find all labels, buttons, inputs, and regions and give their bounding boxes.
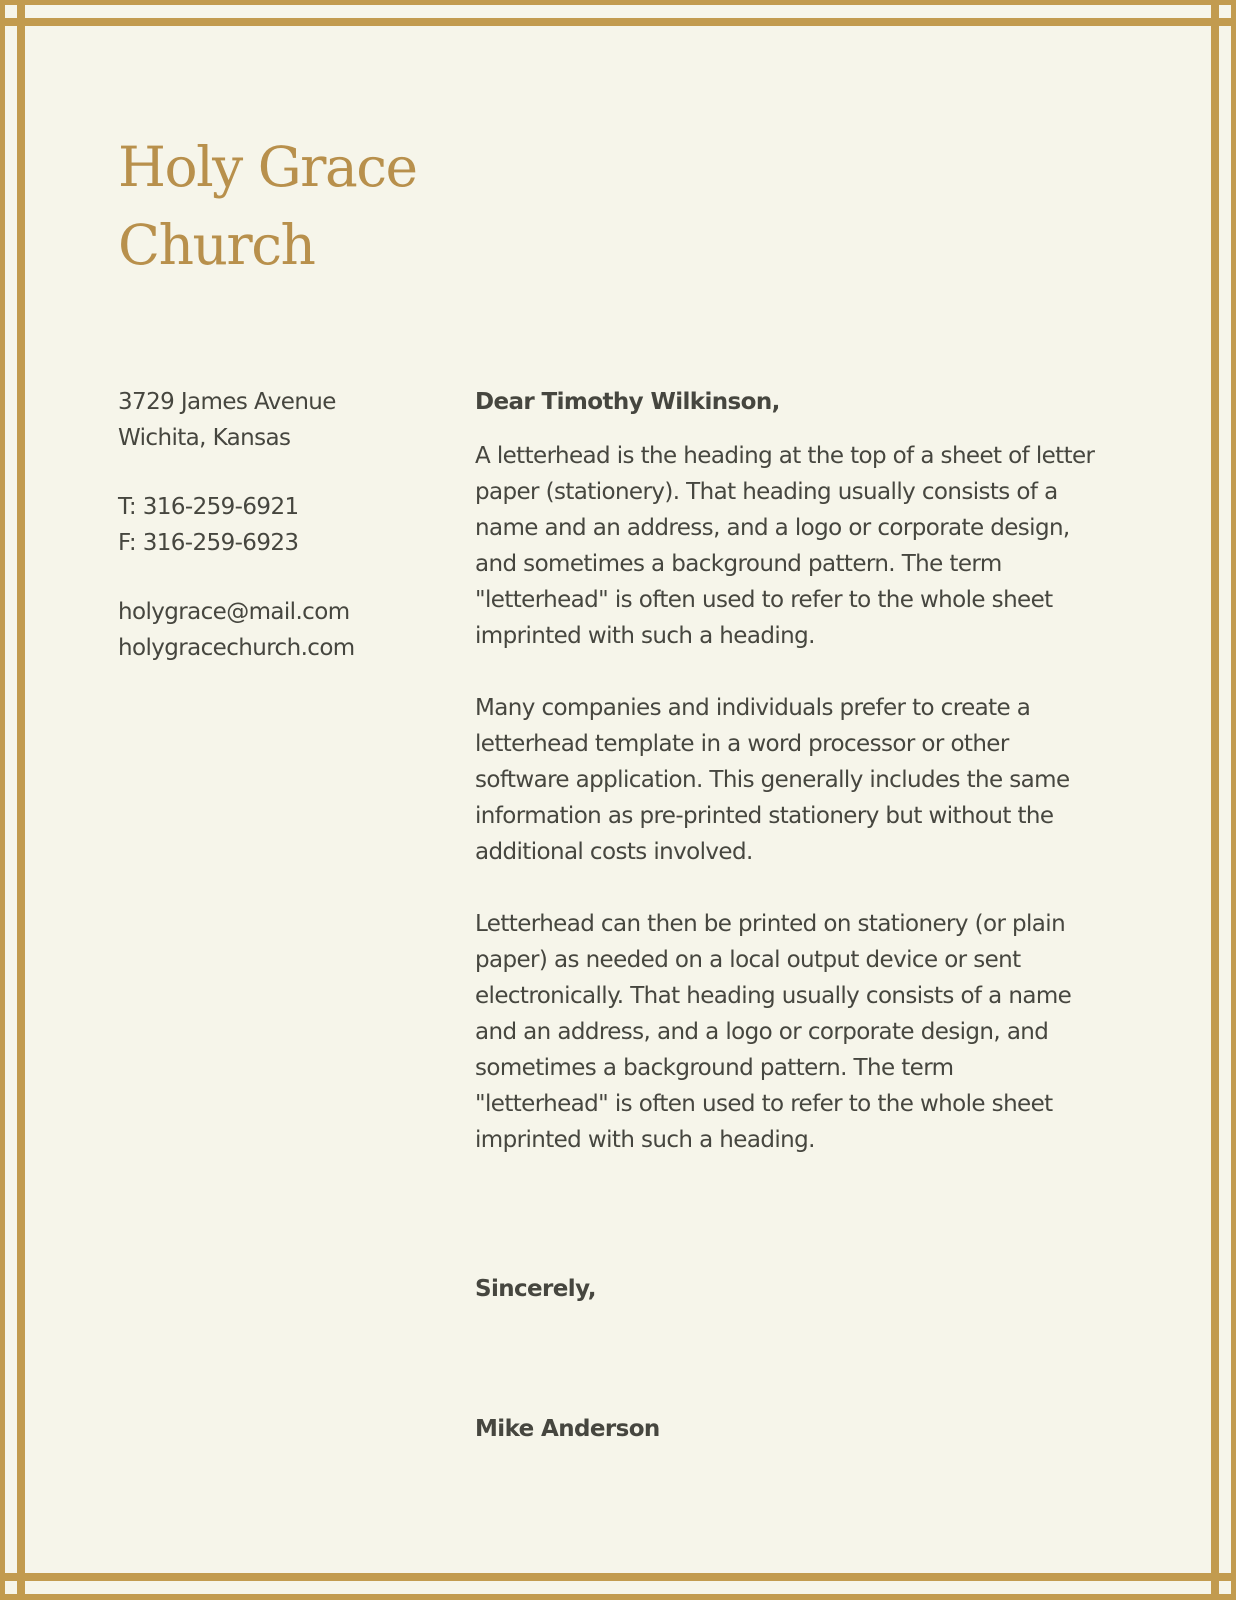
paragraph-line: "letterhead" is often used to refer to the whole sheet [475, 587, 1053, 613]
paragraph-line: letterhead template in a word processor or other [475, 731, 1009, 757]
closing: Sincerely, [475, 1276, 596, 1302]
paragraph-2 [475, 690, 1145, 870]
signature-name: Mike Anderson [475, 1416, 660, 1442]
paragraph-line: electronically. That heading usually consists of a name [475, 983, 1072, 1009]
paragraph-line: paper) as needed on a local output device or sent [475, 947, 1021, 973]
paragraph-line: imprinted with such a heading. [475, 623, 815, 649]
border-bottom-outer [0, 1594, 1236, 1600]
paragraph-line: paper (stationery). That heading usually consists of a [475, 479, 1058, 505]
fax-number: F: 316-259-6923 [118, 530, 299, 556]
border-top-inner [0, 18, 1236, 26]
paragraph-line: Letterhead can then be printed on stationery (or plain [475, 911, 1066, 937]
paragraph-line: imprinted with such a heading. [475, 1127, 815, 1153]
phone-group [118, 489, 438, 561]
border-top-outer [0, 0, 1236, 5]
paragraph-line: and sometimes a background pattern. The term [475, 551, 1002, 577]
paragraph-line: software application. This generally includes the same [475, 767, 1070, 793]
title-line-1: Holy Grace [118, 135, 417, 199]
border-bottom-inner [0, 1573, 1236, 1581]
border-right-inner [1211, 0, 1219, 1600]
phone-number: T: 316-259-6921 [118, 494, 299, 520]
address-city: Wichita, Kansas [118, 425, 291, 451]
paragraph-line: name and an address, and a logo or corporate design, [475, 515, 1070, 541]
paragraph-line: Many companies and individuals prefer to create a [475, 695, 1031, 721]
paragraph-line: A letterhead is the heading at the top of a sheet of letter [475, 443, 1095, 469]
paragraph-line: information as pre-printed stationery but without the [475, 803, 1054, 829]
church-name-title [118, 128, 458, 284]
salutation: Dear Timothy Wilkinson, [475, 389, 780, 415]
website-address: holygracechurch.com [118, 635, 355, 661]
contact-block [118, 384, 438, 699]
paragraph-1 [475, 438, 1145, 654]
title-line-2: Church [118, 213, 315, 277]
paragraph-line: additional costs involved. [475, 839, 753, 865]
address-street: 3729 James Avenue [118, 389, 336, 415]
address-group [118, 384, 438, 456]
border-left-outer [0, 0, 5, 1600]
paragraph-3 [475, 906, 1145, 1158]
paragraph-line: "letterhead" is often used to refer to the whole sheet [475, 1091, 1053, 1117]
border-left-inner [17, 0, 25, 1600]
letter-body [475, 384, 1145, 1194]
paragraph-line: sometimes a background pattern. The term [475, 1055, 954, 1081]
web-group [118, 594, 438, 666]
email-address: holygrace@mail.com [118, 599, 350, 625]
paragraph-line: and an address, and a logo or corporate design, and [475, 1019, 1049, 1045]
border-right-outer [1231, 0, 1236, 1600]
